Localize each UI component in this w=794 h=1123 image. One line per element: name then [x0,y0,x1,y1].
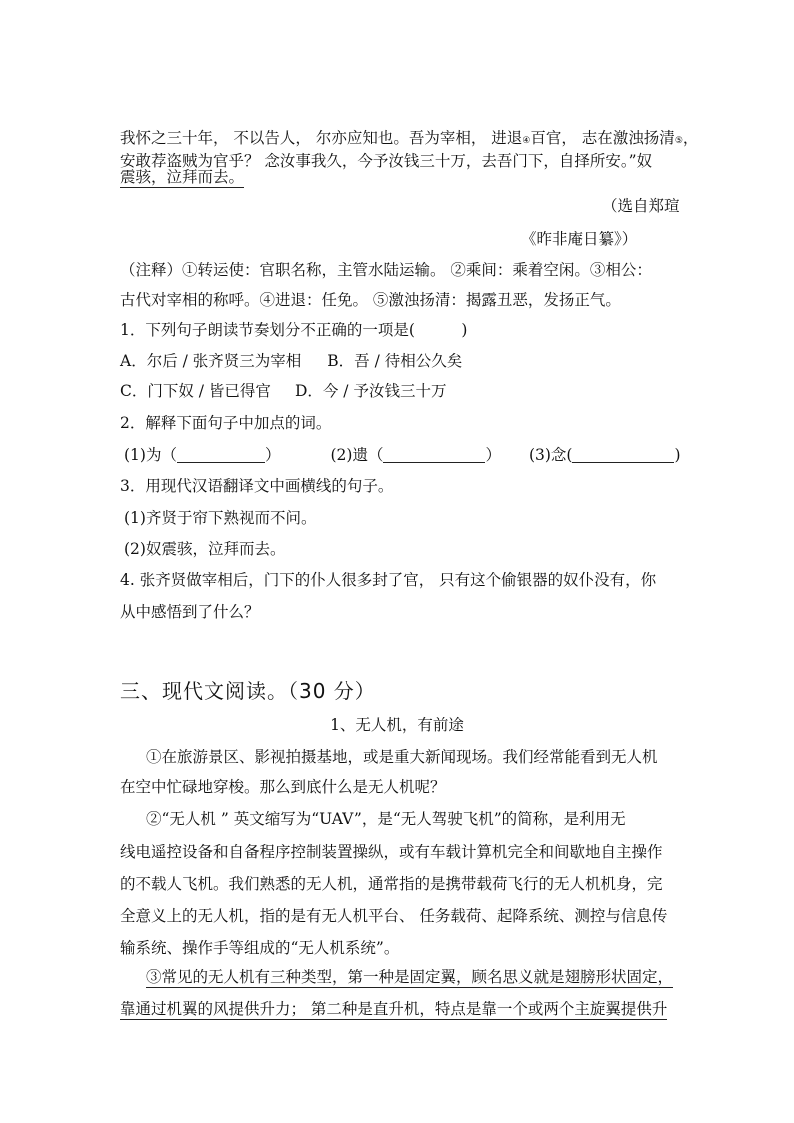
paragraph-3-line-2 [120,998,667,1020]
option-c: C．门下奴 / 皆已得官 [120,382,271,400]
question-2-stem: 2．解释下面句子中加点的词。 [120,414,332,432]
question-3-sentence-1: (1)齐贤于帘下熟视而不问。 [124,509,317,527]
passage-line-3 [120,166,244,188]
question-1-stem: 1．下列句子朗读节奏划分不正确的一项是( ) [120,321,468,339]
item-2-close: ） [485,446,501,464]
source-line-2: 《昨非庵日纂》） [521,230,638,248]
option-d: D．今 / 予汝钱三十万 [294,382,447,400]
paragraph-1-line-1: ①在旅游景区、影视拍摄基地，或是重大新闻现场。我们经常能看到无人机 [146,748,658,766]
option-a: A．尔后 / 张齐贤三为宰相 [120,352,302,370]
note-marker: ④ [522,136,531,146]
passage-line-2: 安敢荐盗贼为官乎？ 念汝事我久，今予汝钱三十万，去吾门下，自择所安。”奴 [120,152,653,170]
note-marker: ⑤ [674,136,683,146]
item-1-label: (1)为（ [124,446,177,464]
paragraph-2-line-1: ②“无人机 ” 英文缩写为“UAV”，是“无人驾驶飞机”的简称，是利用无 [146,810,626,828]
question-1-options-row-2 [120,380,446,402]
item-2-label: (2)遗（ [330,446,384,464]
paragraph-3-line-1 [146,966,673,988]
underlined-sentence: ③常见的无人机有三种类型，第一种是固定翼，顾名思义就是翅膀形状固定， [146,968,674,986]
question-2-items [124,444,681,466]
notes-line-2: 古代对宰相的称呼。④进退：任免。 ⑤激浊扬清：揭露丑恶，发扬正气。 [120,291,621,309]
paragraph-2-line-3: 的不载人飞机。我们熟悉的无人机，通常指的是携带载荷飞行的无人机机身，完 [120,875,663,893]
answer-blank-2[interactable] [383,446,485,463]
article-title: 1、无人机，有前途 [330,716,464,734]
item-3-label: (3)念( [528,446,573,464]
item-1-close: ） [264,446,281,464]
paragraph-2-line-2: 线电遥控设备和自备程序控制装置操纵，或有车载计算机完全和间歇地自主操作 [120,843,663,861]
paragraph-1-line-2: 在空中忙碌地穿梭。那么到底什么是无人机呢？ [120,778,446,796]
notes-line-1: （注释）①转运使：官职名称，主管水陆运输。 ②乘间：乘着空闲。③相公： [120,261,652,279]
paragraph-2-line-4: 全意义上的无人机，指的是有无人机平台、 任务载荷、起降系统、测控与信息传 [120,907,668,925]
paragraph-2-line-5: 输系统、操作手等组成的“无人机系统”。 [120,939,400,957]
passage-text: 我怀之三十年， 不以告人， 尔亦应知也。吾为宰相， 进退 [120,129,523,147]
question-3-stem: 3．用现代汉语翻译文中画横线的句子。 [120,477,394,495]
underlined-sentence: 震骇，泣拜而去。 [120,168,245,186]
section-title: 三、现代文阅读。（30 分） [120,679,376,703]
passage-line-1 [120,127,698,152]
item-3-close: ) [674,446,681,464]
question-3-sentence-2: (2)奴震骇，泣拜而去。 [124,540,286,558]
option-b: B．吾 / 待相公久矣 [327,352,463,370]
underlined-sentence: 靠通过机翼的风提供升力； 第二种是直升机，特点是靠一个或两个主旋翼提供升 [120,1000,668,1018]
passage-text: 百官， 志在激浊扬清 [530,129,675,147]
question-4-line-2: 从中感悟到了什么？ [120,603,260,621]
passage-text: ， [682,129,699,147]
answer-blank-1[interactable] [177,446,265,463]
answer-blank-3[interactable] [572,446,674,463]
question-4-line-1: 4. 张齐贤做宰相后，门下的仆人很多封了官， 只有这个偷银器的奴仆没有，你 [120,571,657,589]
source-line-1: （选自郑瑄 [602,197,680,215]
question-1-options-row-1 [120,350,462,372]
